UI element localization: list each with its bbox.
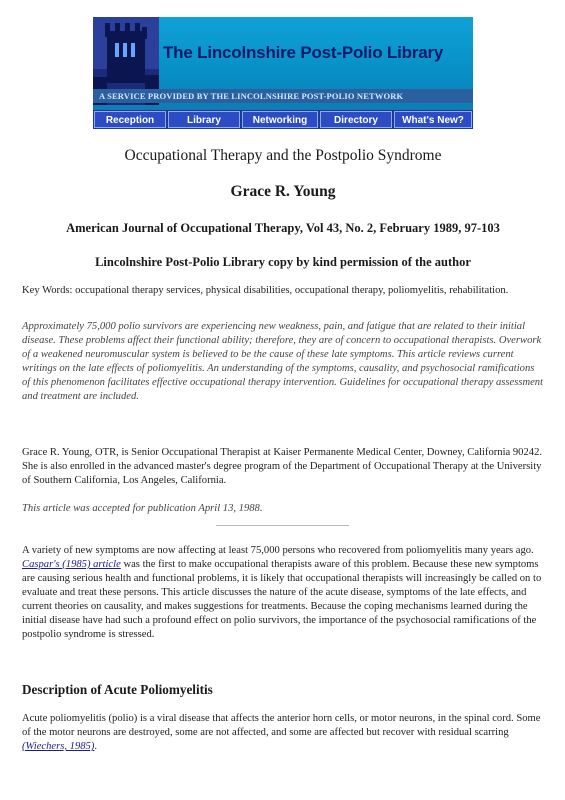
nav-library-button[interactable]: Library [168,111,240,128]
nav-whats-new-button[interactable]: What's New? [394,111,472,128]
intro-text-end: was the first to make occupational therapists aware of this problem. Because these new symptoms are causing serious health and functional problems, it is likely that occupational therapists will increasingly be called on to evaluate and treat these persons. This article discusses the nature of the acute disease, symptoms of the late effects, and current theories on causality, and makes suggestions for treatments. Because the coping mechanisms learned during the initial disease have had such a profound effect on polio survivors, the importance of the psychosocial ramifications of the postpolio syndrome is stressed. [22,559,542,640]
section-heading-acute-polio: Description of Acute Poliomyelitis [22,682,213,697]
nav-directory-button[interactable]: Directory [320,111,392,128]
keywords-paragraph: Key Words: occupational therapy services, physical disabilities, occupational therapy, poliomyelitis, rehabilitation. [22,285,509,296]
article-permission: Lincolnshire Post-Polio Library copy by kind permission of the author [95,255,471,269]
article-title: Occupational Therapy and the Postpolio Syndrome [124,147,442,164]
nav-networking-button[interactable]: Networking [242,111,318,128]
banner-header [93,17,473,109]
abstract-paragraph: Approximately 75,000 polio survivors are experiencing new weakness, pain, and fatigue that are related to their initial disease. These problems affect their functional ability; therefore, they are of concern to occupational therapists. Overwork of a weakened neuromuscular system is believed to be the cause of these late symptoms. This article reviews current writings on the late effects of poliomyelitis. An understanding of the symptoms, causality, and psychosocial ramifications of this phenomenon facilitates effective occupational therapy intervention. Guidelines for occupational therapy assessment and treatment are included. [22,321,544,402]
author-bio-paragraph: Grace R. Young, OTR, is Senior Occupational Therapist at Kaiser Permanente Medical Center, Downey, California 90242. She is also enrolled in the advanced master's degree program of the Department of Occupational Therapy at the University of Southern California, Los Angeles, California. [22,447,543,486]
nav-bar [93,110,473,129]
site-banner [93,17,473,129]
banner-title: The Lincolnshire Post-Polio Library [163,43,444,62]
article-author: Grace R. Young [230,183,336,200]
wiechers-1985-link[interactable]: (Wiechers, 1985) [22,741,95,752]
caspar-1985-link[interactable]: Caspar's (1985) article [22,559,121,570]
article-citation: American Journal of Occupational Therapy, Vol 43, No. 2, February 1989, 97-103 [66,221,500,235]
banner-subtitle: A SERVICE PROVIDED BY THE LINCOLNSHIRE POST-POLIO NETWORK [93,89,473,103]
acute-polio-paragraph [22,712,544,754]
intro-text-start: A variety of new symptoms are now affecting at least 75,000 persons who recovered from poliomyelitis many years ago. [22,545,534,556]
intro-paragraph [22,544,544,642]
accepted-note: This article was accepted for publication April 13, 1988. [22,503,263,514]
nav-reception-button[interactable]: Reception [94,111,166,128]
section-divider [216,525,349,526]
acute-polio-text-start: Acute poliomyelitis (polio) is a viral disease that affects the anterior horn cells, or motor neurons, in the spinal cord. Some of the motor neurons are destroyed, some are not affected, and some are affected but recover with residual scarring [22,713,541,738]
acute-polio-text-end: . [94,741,98,752]
